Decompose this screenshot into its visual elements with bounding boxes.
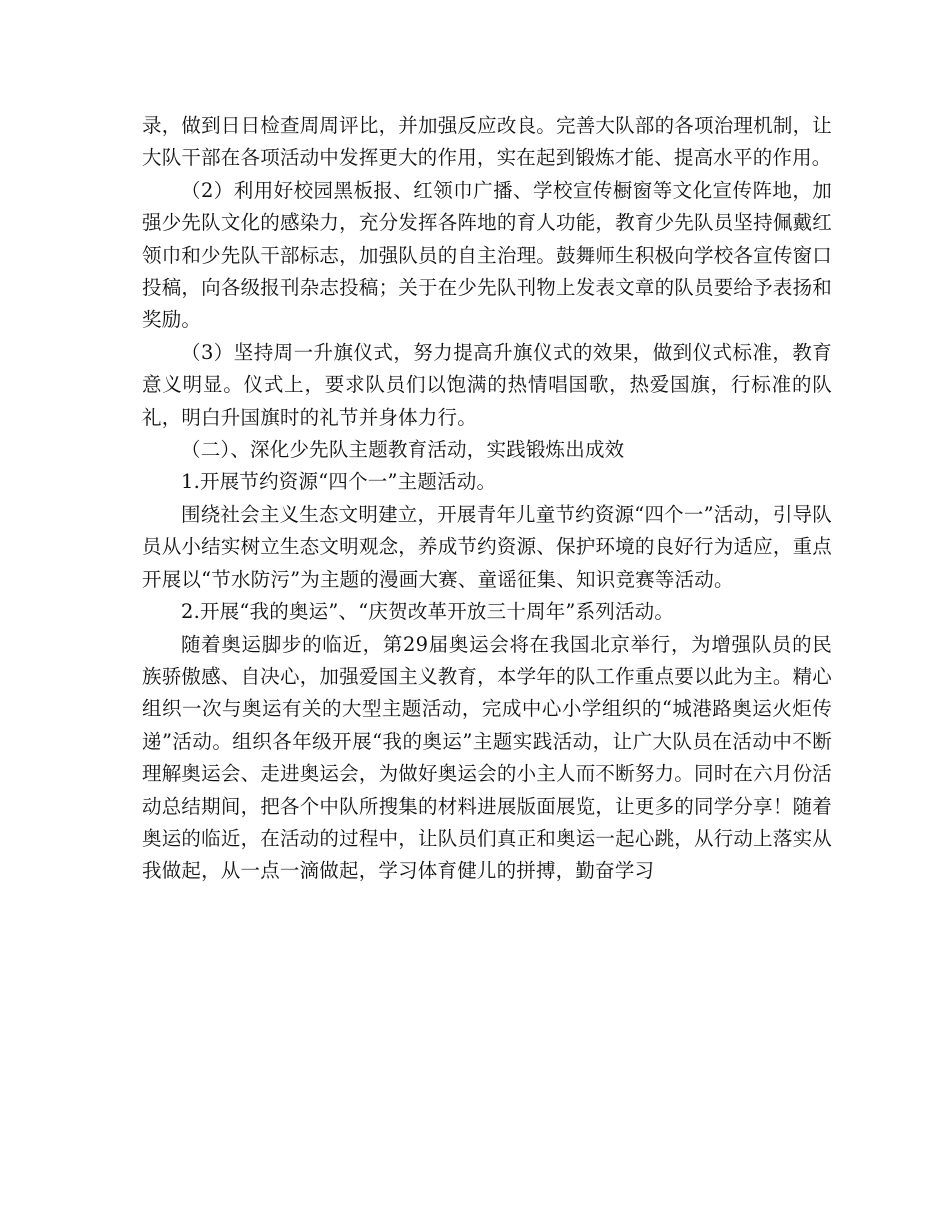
document-body: [142, 110, 832, 888]
paragraph-body-1: 围绕社会主义生态文明建立，开展青年儿童节约资源“四个一”活动，引导队员从小结实树立生态文明观念，养成节约资源、保护环境的良好行为适应，重点开展以“节水防污”为主题的漫画大赛、童谣征集、知识竞赛等活动。: [142, 502, 832, 591]
section-heading: （二）、深化少先队主题教育活动，实践锻炼出成效: [181, 438, 625, 462]
paragraph-body-2: 随着奥运脚步的临近，第29届奥运会将在我国北京举行，为增强队员的民族骄傲感、自决心，加强爱国主义教育，本学年的队工作重点要以此为主。精心组织一次与奥运有关的大型主题活动，完成中心小学组织的“城港路奥运火炬传递”活动。组织各年级开展“我的奥运”主题实践活动，让广大队员在活动中不断理解奥运会、走进奥运会，为做好奥运会的小主人而不断努力。同时在六月份活动总结期间，把各个中队所搜集的材料进展版面展览，让更多的同学分享！随着奥运的临近，在活动的过程中，让队员们真正和奥运一起心跳，从行动上落实从我做起，从一点一滴做起，学习体育健儿的拼搏，勤奋学习: [142, 632, 832, 883]
subheading-1: 1.开展节约资源“四个一”主题活动。: [181, 470, 497, 494]
paragraph-item-2: （2）利用好校园黑板报、红领巾广播、学校宣传橱窗等文化宣传阵地，加强少先队文化的感染力，充分发挥各阵地的育人功能，教育少先队员坚持佩戴红领巾和少先队干部标志，加强队员的自主治理。鼓舞师生积极向学校各宣传窗口投稿，向各级报刊杂志投稿；关于在少先队刊物上发表文章的队员要给予表扬和奖励。: [142, 178, 832, 332]
paragraph-continuation: 录，做到日日检查周周评比，并加强反应改良。完善大队部的各项治理机制，让大队干部在各项活动中发挥更大的作用，实在起到锻炼才能、提高水平的作用。: [142, 114, 832, 170]
subheading-2: 2.开展“我的奥运”、“庆贺改革开放三十周年”系列活动。: [181, 600, 675, 624]
paragraph-item-3: （3）坚持周一升旗仪式，努力提高升旗仪式的效果，做到仪式标准，教育意义明显。仪式上，要求队员们以饱满的热情唱国歌，热爱国旗，行标准的队礼，明白升国旗时的礼节并身体力行。: [142, 340, 832, 429]
